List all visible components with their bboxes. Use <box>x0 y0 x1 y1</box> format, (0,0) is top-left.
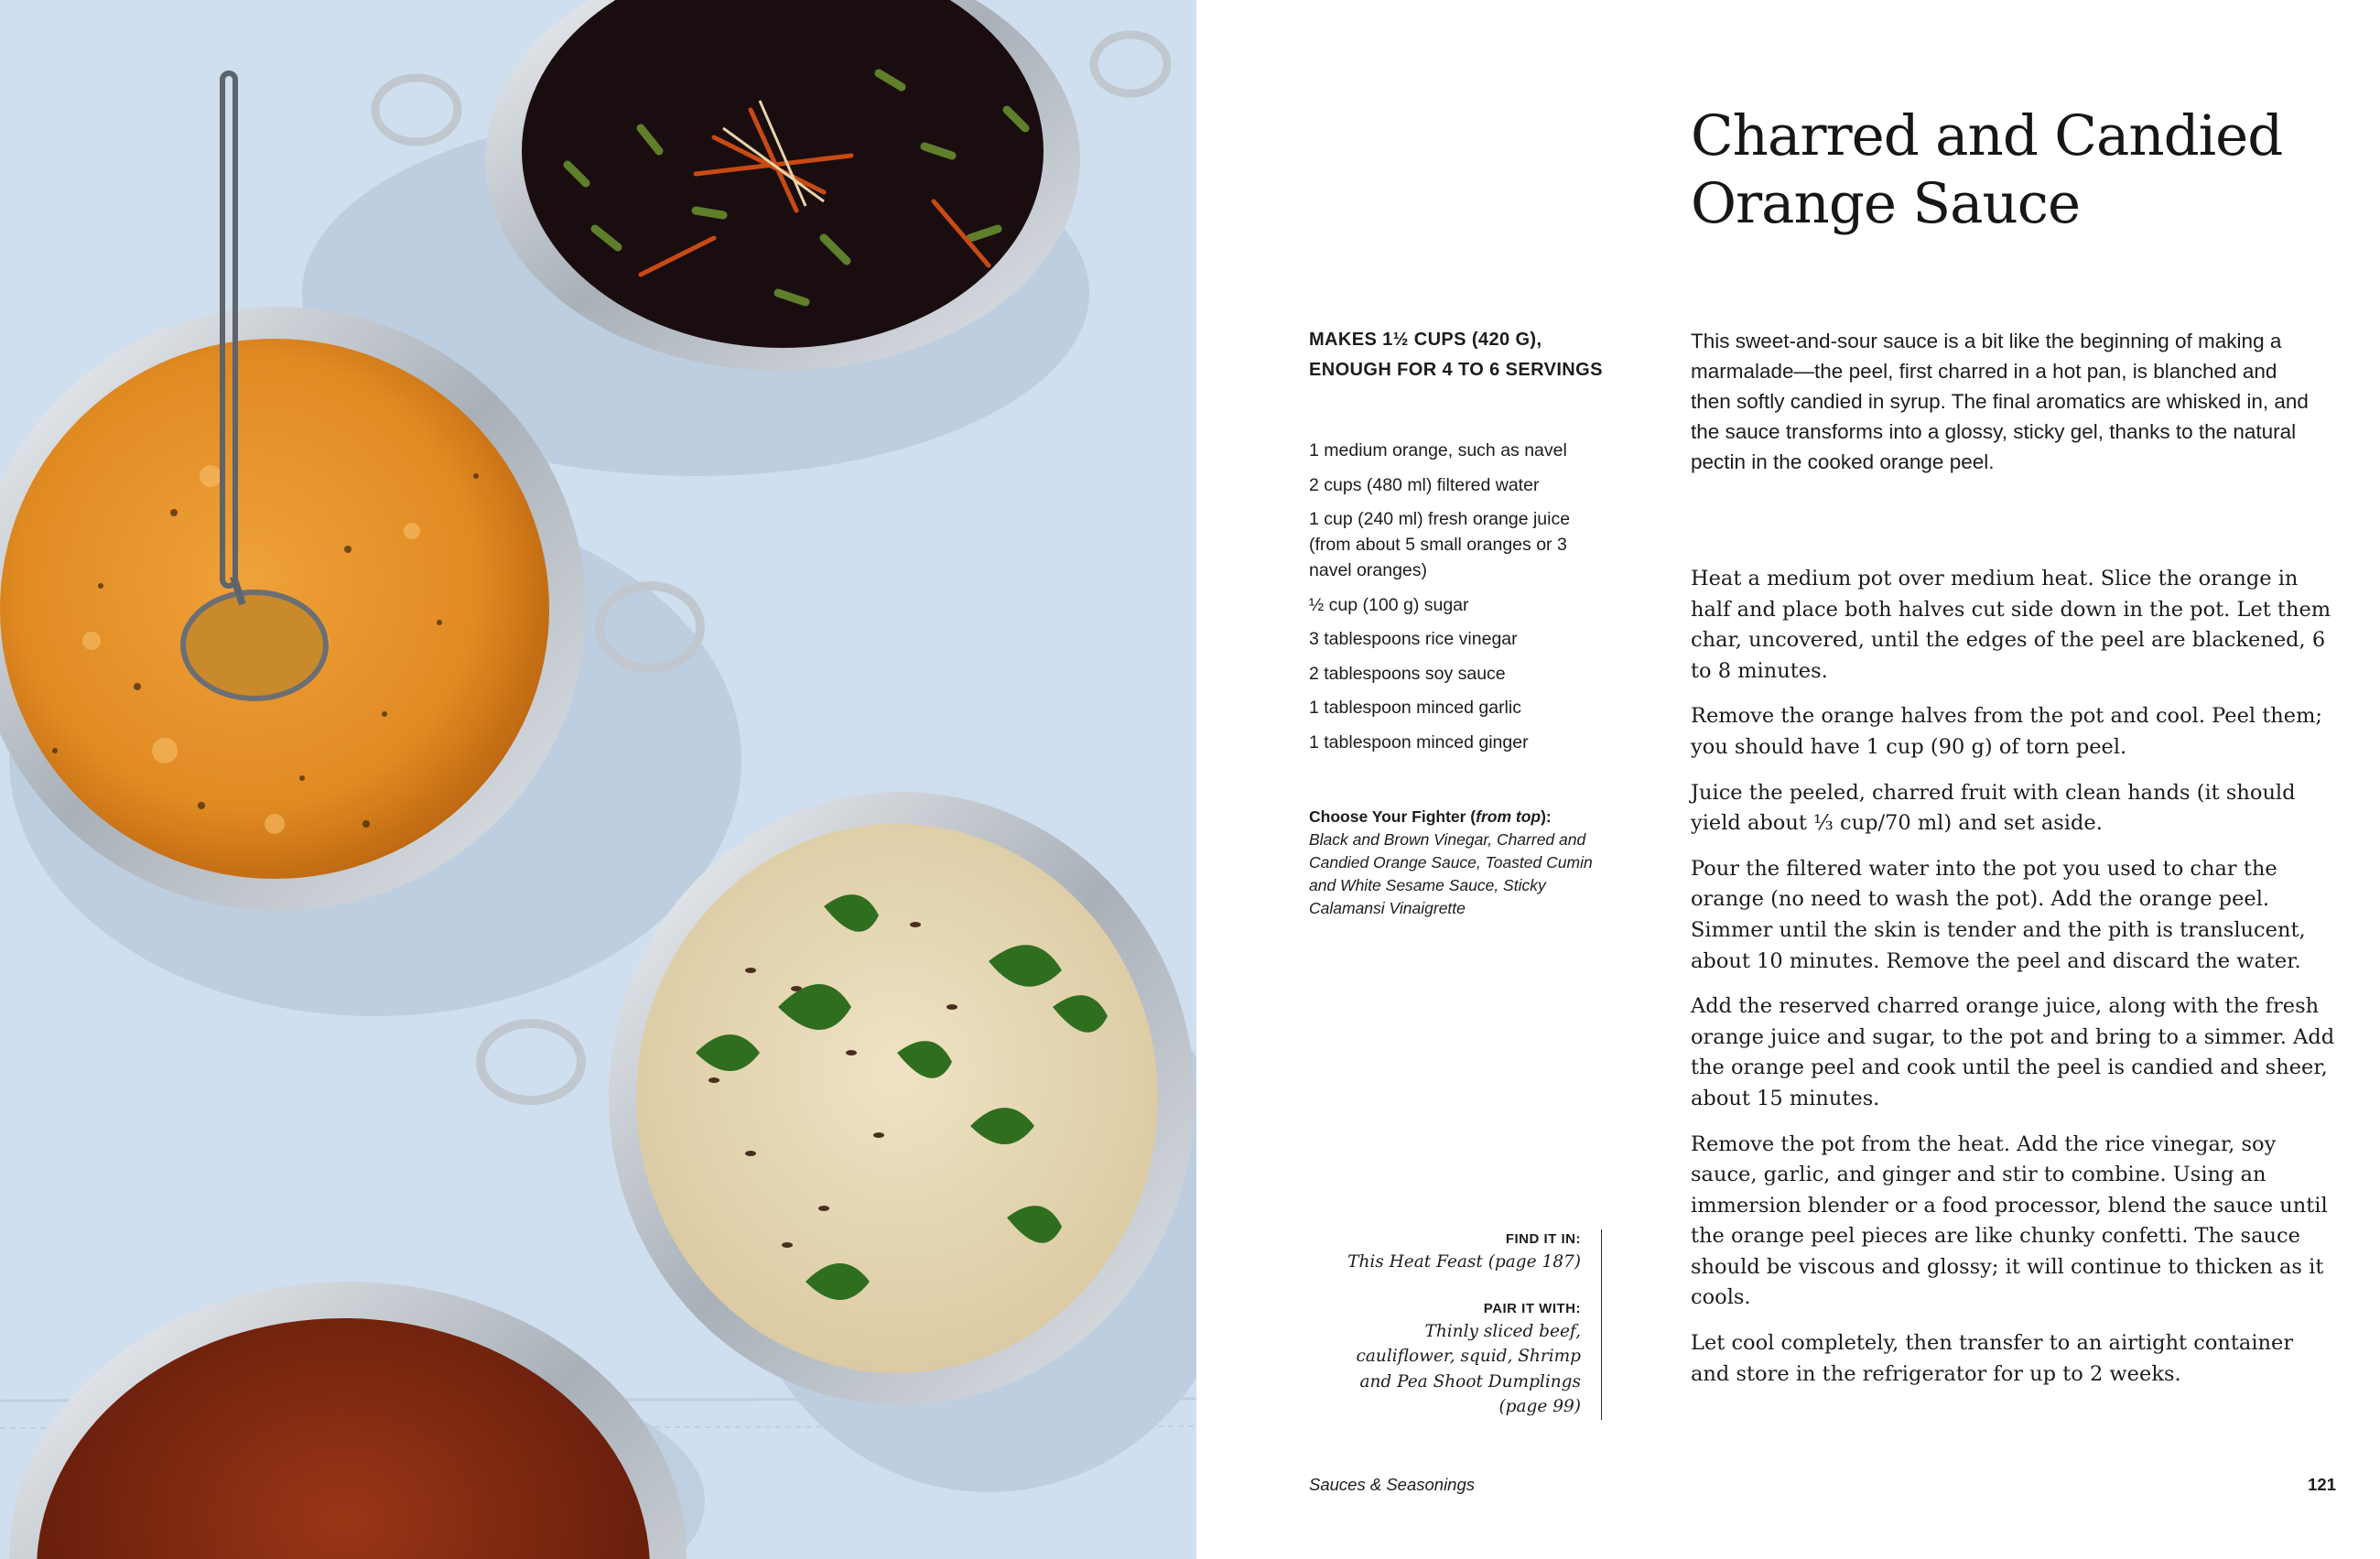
ingredient-item: 2 cups (480 ml) filtered water <box>1309 474 1540 495</box>
find-it-label: FIND IT IN: <box>1505 1231 1581 1247</box>
recipe-steps <box>1691 564 2336 1404</box>
pair-it-text: Thinly sliced beef, cauliflower, squid, Shrimp and Pea Shoot Dumplings (page 99) <box>1356 1321 1581 1416</box>
ingredient-item: 1 tablespoon minced ginger <box>1309 731 1529 752</box>
side-notes <box>1325 1229 1602 1420</box>
pair-it-label: PAIR IT WITH: <box>1483 1300 1581 1316</box>
recipe-step: Pour the filtered water into the pot you used to char the orange (no need to wash the pot). Add the orange peel. Simmer until the skin is tender and the pith is translucent, about 10 minutes. Remove the peel and discard the water. <box>1691 856 2306 973</box>
recipe-step: Add the reserved charred orange juice, along with the fresh orange juice and sugar, to the pot and bring to a simmer. Add the orange peel and cook until the peel is candied and sheer, about 15 minutes. <box>1691 994 2335 1110</box>
recipe-yield <box>1309 325 1620 385</box>
yield-line-2: ENOUGH FOR 4 TO 6 SERVINGS <box>1309 360 1603 380</box>
recipe-step: Let cool completely, then transfer to an airtight container and store in the refrigerator for up to 2 weeks. <box>1691 1331 2294 1386</box>
find-it-text: This Heat Feast (page 187) <box>1347 1252 1581 1272</box>
recipe-step: Remove the pot from the heat. Add the rice vinegar, soy sauce, garlic, and ginger and stir to combine. Using an immersion blender or a food processor, blend the sauce until the orange peel pieces are like chunky confetti. The sauce should be viscous and glossy; it will continue to thicken as it cools. <box>1691 1131 2328 1310</box>
caption-label-start: Choose Your Fighter ( <box>1309 807 1477 826</box>
ingredient-item: 1 tablespoon minced garlic <box>1309 698 1521 718</box>
ingredient-item: ½ cup (100 g) sugar <box>1309 594 1469 615</box>
ingredient-item: 3 tablespoons rice vinegar <box>1309 629 1518 649</box>
ingredient-list <box>1309 438 1611 763</box>
recipe-intro: This sweet-and-sour sauce is a bit like the beginning of making a marmalade—the peel, first charred in a hot pan, is blanched and then softly candied in syrup. The final aromatics are whisked in, and the sauce transforms into a glossy, sticky gel, thanks to the natural pectin in the cooked orange peel. <box>1691 330 2309 473</box>
caption-sauce-list: Black and Brown Vinegar, Charred and Candied Orange Sauce, Toasted Cumin and White Sesame Sauce, Sticky Calamansi Vinaigrette <box>1309 830 1593 917</box>
recipe-page <box>1196 0 2380 1559</box>
ingredient-item: 1 medium orange, such as navel <box>1309 440 1567 460</box>
recipe-step: Juice the peeled, charred fruit with clean hands (it should yield about ⅓ cup/70 ml) and set aside. <box>1691 780 2296 836</box>
ingredient-item: 2 tablespoons soy sauce <box>1309 663 1506 684</box>
recipe-step: Remove the orange halves from the pot and cool. Peel them; you should have 1 cup (90 g) of torn peel. <box>1691 704 2323 759</box>
recipe-step: Heat a medium pot over medium heat. Slice the orange in half and place both halves cut side down in the pot. Let them char, uncovered, until the edges of the peel are blackened, 6 to 8 minutes. <box>1691 567 2331 683</box>
caption-label-end: ): <box>1541 807 1552 826</box>
photo-caption <box>1309 806 1611 920</box>
recipe-title <box>1691 103 2331 238</box>
page-number: 121 <box>2308 1475 2336 1494</box>
ingredient-item: 1 cup (240 ml) fresh orange juice (from about 5 small oranges or 3 navel oranges) <box>1309 509 1571 580</box>
recipe-title-line-2: Orange Sauce <box>1691 171 2081 236</box>
caption-label-em: from top <box>1476 807 1542 826</box>
caption-label <box>1309 807 1552 826</box>
footer-section-name: Sauces & Seasonings <box>1309 1475 1476 1494</box>
yield-line-1: MAKES 1½ CUPS (420 G), <box>1309 330 1542 350</box>
recipe-title-line-1: Charred and Candied <box>1691 103 2283 168</box>
